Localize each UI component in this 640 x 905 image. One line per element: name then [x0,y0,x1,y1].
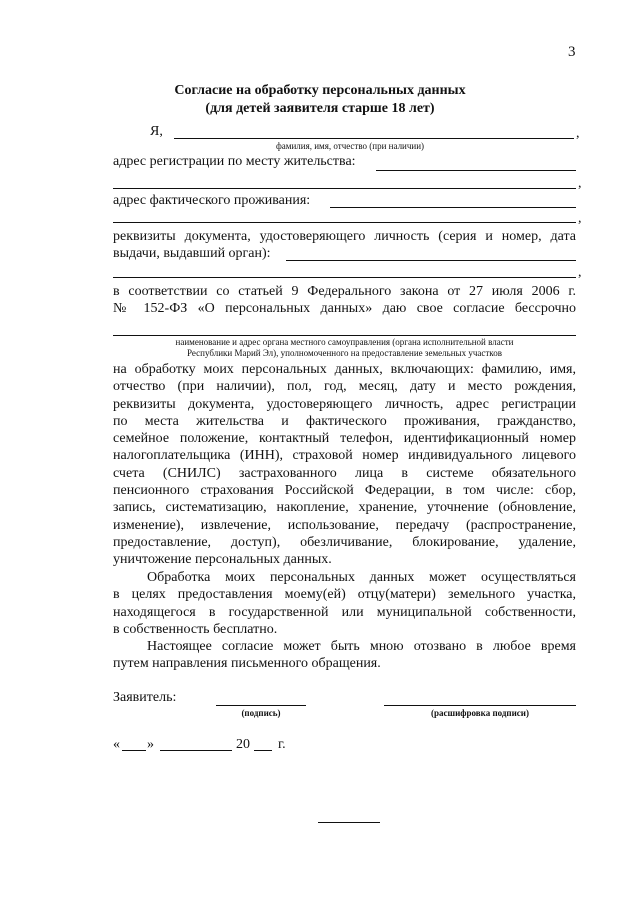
date-open-quote: « [113,737,120,752]
date-year-suffix: г. [278,737,286,752]
document-subtitle: (для детей заявителя старше 18 лет) [205,101,435,116]
decoding-line [384,705,576,706]
purpose-paragraph: Обработка моих персональных данных может осуществляться в целях предоставления моему(ей) отцу(матери) земельного участка, находящегося в государственной или муниципальной собственности, в собственность бесплатно. [113,570,576,637]
document-comma: , [578,265,582,280]
actual-address-label: адрес фактического проживания: [113,193,311,208]
date-year-prefix: 20 [236,737,250,752]
document-label-line1: реквизиты документа, удостоверяющего личность (серия и номер, дата [113,229,576,244]
decoding-caption: (расшифровка подписи) [431,708,529,718]
authority-line [113,335,576,336]
reg-address-comma: , [578,176,582,191]
actual-address-line-1 [330,207,576,208]
footer-separator [318,822,380,823]
actual-address-line-2 [113,222,576,223]
document-title: Согласие на обработку персональных данных [174,83,466,98]
document-line-1 [286,260,576,261]
date-close-quote: » [147,737,154,752]
reg-address-line-2 [113,188,576,189]
authority-caption-line1: наименование и адрес органа местного самоуправления (органа исполнительной власти [175,337,514,347]
page-number: 3 [568,44,576,60]
reg-address-line-1 [376,170,576,171]
document-line-2 [113,277,576,278]
consent-body-paragraph: на обработку моих персональных данных, включающих: фамилию, имя, отчество (при наличии), пол, год, месяц, дату и место рождения, реквизиты документа, удостоверяющего личность, адрес регистрации по места жительства и фактического проживания, гражданство, семейное положение, контактный телефон, идентификационный номер налогоплательщика (ИНН), страховой номер индивидуального лицевого счета (СНИЛС) застрахованного лица в системе обязательного пенсионного страхования Российской Федерации, в том числе: сбор, запись, систематизацию, накопление, хранение, уточнение (обновление, изменение), извлечение, использование, передачу (распространение, предоставление, доступ), обезличивание, блокирование, удаление, уничтожение персональных данных. [113,362,576,568]
signature-caption: (подпись) [241,708,281,718]
signature-line [216,705,306,706]
law-reference: в соответствии со статьей 9 Федерального закона от 27 июля 2006 г. № 152-ФЗ «О персональных данных» даю свое согласие бессрочно [113,284,576,317]
revocation-paragraph: Настоящее согласие может быть мною отозвано в любое время путем направления письменного обращения. [113,639,576,672]
applicant-label: Заявитель: [113,690,177,705]
date-year-line [254,750,272,751]
date-month-line [160,750,232,751]
reg-address-label: адрес регистрации по месту жительства: [113,154,356,169]
fio-comma: , [576,126,580,141]
document-label-line2: выдачи, выдавший орган): [113,246,271,261]
actual-address-comma: , [578,211,582,226]
fio-caption: фамилия, имя, отчество (при наличии) [275,141,425,151]
authority-caption-line2: Республики Марий Эл), уполномоченного на предоставление земельных участков [187,348,502,358]
fio-line [174,138,574,139]
date-day-line [122,750,146,751]
ya-label: Я, [150,124,163,139]
